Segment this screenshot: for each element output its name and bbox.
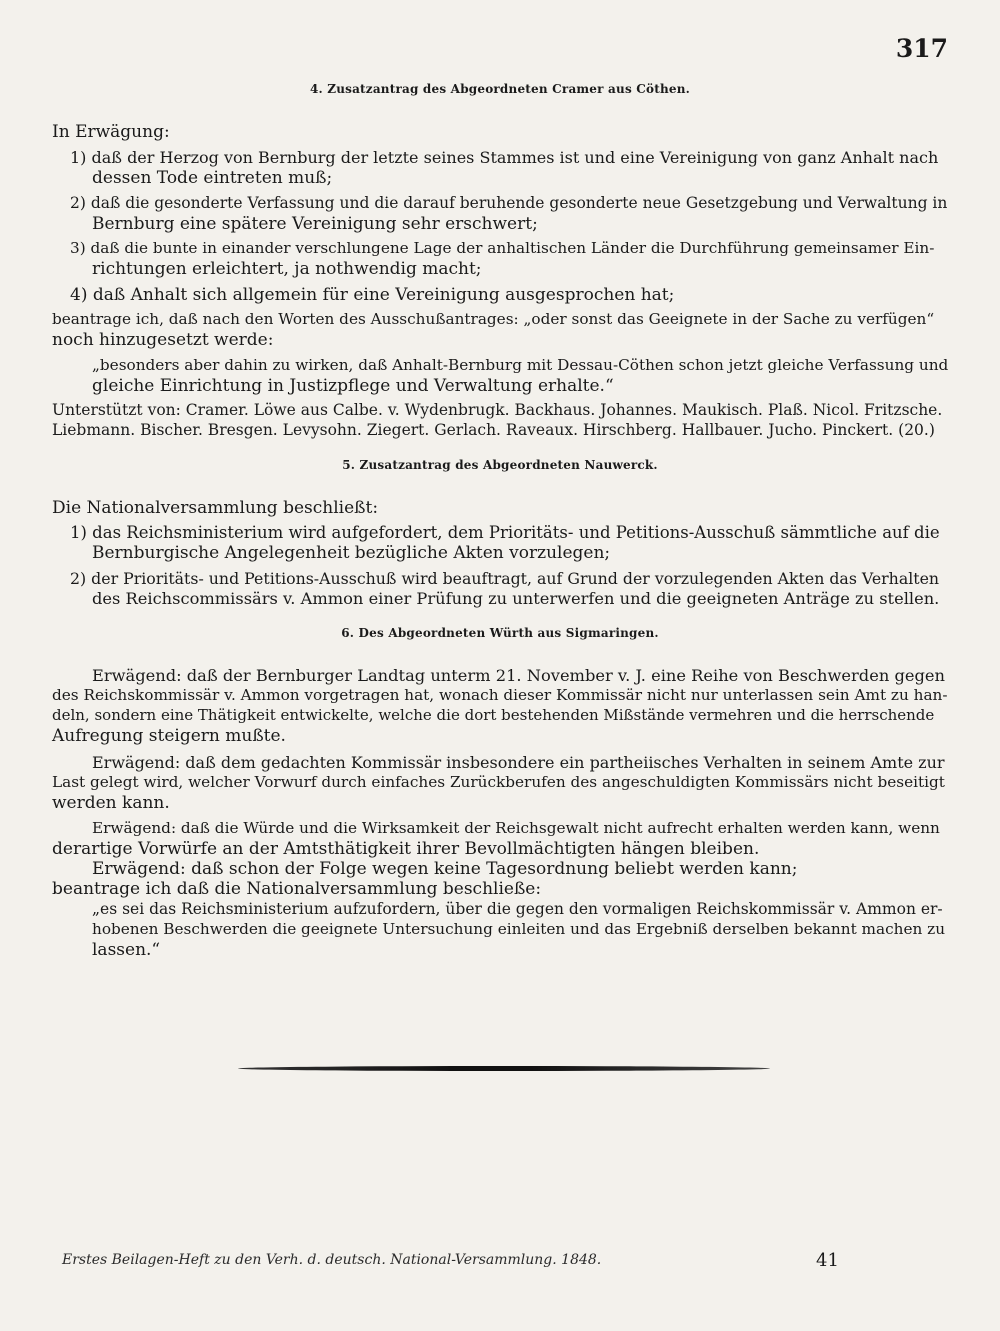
text-line: 1) daß der Herzog von Bernburg der letzte seines Stammes ist und eine Vereinigung von ganz Anhalt nach xyxy=(70,148,939,167)
text-line: Erwägend: daß schon der Folge wegen keine Tagesordnung beliebt werden kann; xyxy=(92,859,798,879)
footer-number: 41 xyxy=(816,1250,839,1271)
text-line: Erwägend: daß dem gedachten Kommissär insbesondere ein partheiisches Verhalten in seinem Amte zur xyxy=(92,753,945,772)
text-line: 3) daß die bunte in einander verschlungene Lage der anhaltischen Länder die Durchführung gemeinsamer Ein- xyxy=(70,239,935,257)
decorative-rule xyxy=(238,1066,770,1071)
text-line: derartige Vorwürfe an der Amtsthätigkeit ihrer Bevollmächtigten hängen bleiben. xyxy=(52,839,760,859)
section-5-heading: 5. Zusatzantrag des Abgeordneten Nauwerck. xyxy=(342,458,658,472)
text-line: dessen Tode eintreten muß; xyxy=(92,168,333,188)
text-line: Liebmann. Bischer. Bresgen. Levysohn. Ziegert. Gerlach. Raveaux. Hirschberg. Hallbauer. Jucho. Pinckert. (20.) xyxy=(52,421,935,439)
text-line: Last gelegt wird, welcher Vorwurf durch einfaches Zurückberufen des angeschuldigten Kommissärs nicht beseitigt xyxy=(52,773,945,791)
text-line: hobenen Beschwerden die geeignete Untersuchung einleiten und das Ergebniß derselben bekannt machen zu xyxy=(92,920,946,938)
text-line: des Reichskommissär v. Ammon vorgetragen hat, wonach dieser Kommissär nicht nur unterlassen sein Amt zu han- xyxy=(52,686,948,704)
text-line: 2) der Prioritäts- und Petitions-Ausschuß wird beauftragt, auf Grund der vorzulegenden Akten das Verhalten xyxy=(70,569,940,588)
text-line: Die Nationalversammlung beschließt: xyxy=(52,498,379,518)
footer-text: Erstes Beilagen-Heft zu den Verh. d. deutsch. National-Versammlung. 1848. xyxy=(62,1252,602,1268)
page-number: 317 xyxy=(895,34,948,63)
section-4-heading: 4. Zusatzantrag des Abgeordneten Cramer aus Cöthen. xyxy=(309,82,691,96)
text-line: noch hinzugesetzt werde: xyxy=(52,330,274,350)
text-line: werden kann. xyxy=(52,793,170,813)
text-line: „es sei das Reichsministerium aufzufordern, über die gegen den vormaligen Reichskommissär v. Ammon er- xyxy=(92,900,943,918)
text-line: In Erwägung: xyxy=(52,122,170,142)
text-line: 2) daß die gesonderte Verfassung und die darauf beruhende gesonderte neue Gesetzgebung und Verwaltung in xyxy=(70,194,948,212)
text-line: gleiche Einrichtung in Justizpflege und Verwaltung erhalte.“ xyxy=(92,376,614,396)
text-line: beantrage ich daß die Nationalversammlung beschließe: xyxy=(52,879,542,899)
text-line: Aufregung steigern mußte. xyxy=(52,726,286,746)
text-line: Erwägend: daß die Würde und die Wirksamkeit der Reichsgewalt nicht aufrecht erhalten werden kann, wenn xyxy=(92,819,940,837)
text-line: des Reichscommissärs v. Ammon einer Prüfung zu unterwerfen und die geeigneten Anträge zu stellen. xyxy=(92,589,940,608)
section-6-heading: 6. Des Abgeordneten Würth aus Sigmaringen. xyxy=(341,626,659,640)
text-line: Erwägend: daß der Bernburger Landtag unterm 21. November v. J. eine Reihe von Beschwerden gegen xyxy=(92,666,945,685)
text-line: Bernburgische Angelegenheit bezügliche Akten vorzulegen; xyxy=(92,543,611,563)
text-line: deln, sondern eine Thätigkeit entwickelte, welche die dort bestehenden Mißstände vermehren und die herrschende xyxy=(52,706,935,724)
text-line: lassen.“ xyxy=(92,940,161,960)
text-line: beantrage ich, daß nach den Worten des Ausschußantrages: „oder sonst das Geeignete in der Sache zu verfügen“ xyxy=(52,310,935,328)
text-line: Bernburg eine spätere Vereinigung sehr erschwert; xyxy=(92,214,538,234)
text-line: richtungen erleichtert, ja nothwendig macht; xyxy=(92,259,482,279)
text-line: „besonders aber dahin zu wirken, daß Anhalt-Bernburg mit Dessau-Cöthen schon jetzt gleiche Verfassung und xyxy=(92,356,949,374)
text-line: 1) das Reichsministerium wird aufgefordert, dem Prioritäts- und Petitions-Ausschuß sämmtliche auf die xyxy=(70,523,940,542)
text-line: Unterstützt von: Cramer. Löwe aus Calbe. v. Wydenbrugk. Backhaus. Johannes. Maukisch. Plaß. Nicol. Fritzsche. xyxy=(52,401,943,419)
text-line: 4) daß Anhalt sich allgemein für eine Vereinigung ausgesprochen hat; xyxy=(70,285,675,305)
